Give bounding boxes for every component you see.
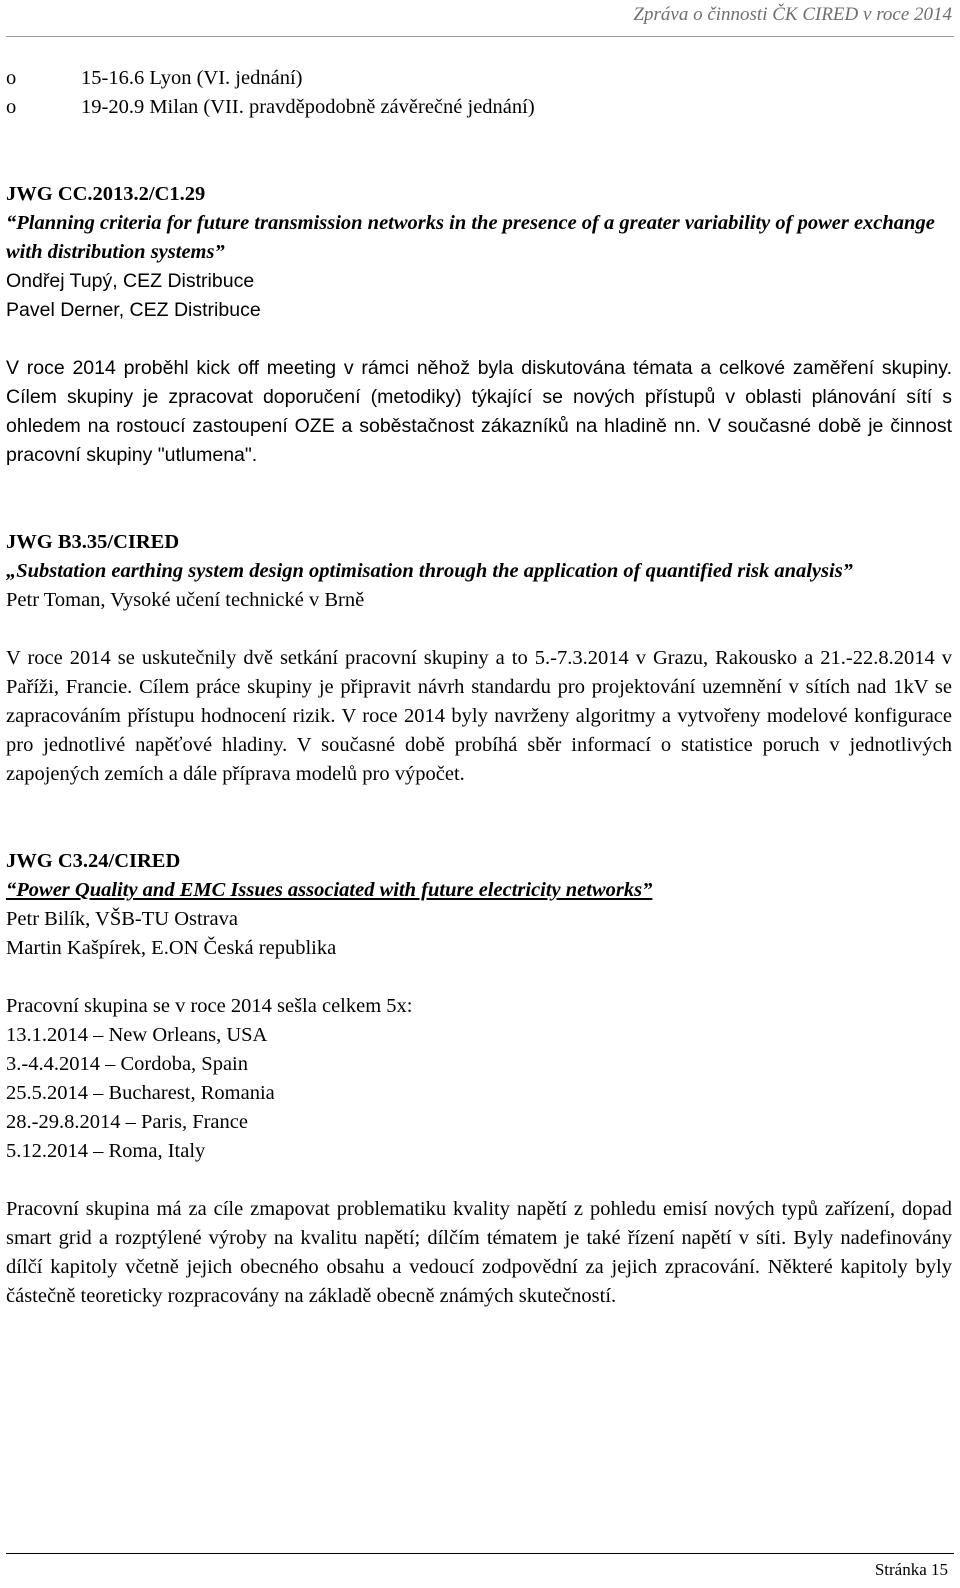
- list-item: 25.5.2014 – Bucharest, Romania: [6, 1082, 275, 1104]
- list-item: 28.-29.8.2014 – Paris, France: [6, 1111, 248, 1133]
- bullet-mark: o: [6, 67, 17, 89]
- document-body: [6, 64, 952, 1311]
- author: Petr Bilík, VŠB-TU Ostrava: [6, 908, 238, 930]
- meetings-intro: Pracovní skupina se v roce 2014 sešla celkem 5x:: [6, 995, 413, 1017]
- bullet-mark: o: [6, 96, 17, 118]
- list-item: 3.-4.4.2014 – Cordoba, Spain: [6, 1053, 248, 1075]
- section-code: JWG B3.35/CIRED: [6, 531, 180, 553]
- section-body: Pracovní skupina má za cíle zmapovat problematiku kvality napětí z pohledu emisí nových typů zařízení, dopad smart grid a rozptýlené výroby na kvalitu napětí; dílčím tématem je také řízení napětí v síti. Byly nadefinovány dílčí kapitoly včetně jejich obecného obsahu a vedoucí zodpovědní za jejich zpracování. Některé kapitoly byly částečně teoreticky rozpracovány na základě obecně známých skutečností.: [6, 1198, 952, 1307]
- list-item: [6, 64, 952, 93]
- list-item-text: 15-16.6 Lyon (VI. jednání): [81, 67, 303, 89]
- list-item: [6, 93, 952, 122]
- author: Petr Toman, Vysoké učení technické v Brně: [6, 589, 365, 611]
- author: Ondřej Tupý, CEZ Distribuce: [6, 270, 255, 292]
- section-code: JWG C3.24/CIRED: [6, 850, 181, 872]
- list-item-text: 19-20.9 Milan (VII. pravděpodobně závěrečné jednání): [81, 96, 535, 118]
- list-item: 5.12.2014 – Roma, Italy: [6, 1140, 206, 1162]
- page-number: Stránka 15: [874, 1560, 948, 1579]
- section-code: JWG CC.2013.2/C1.29: [6, 183, 206, 205]
- section-title: “Power Quality and EMC Issues associated with future electricity networks”: [6, 879, 653, 901]
- header-divider: [6, 36, 954, 37]
- section-title: „Substation earthing system design optimisation through the application of quantified risk analysis”: [6, 560, 853, 582]
- author: Pavel Derner, CEZ Distribuce: [6, 299, 261, 321]
- header-title: Zpráva o činnosti ČK CIRED v roce 2014: [633, 4, 952, 25]
- footer-divider: [6, 1553, 954, 1554]
- section-body: V roce 2014 proběhl kick off meeting v rámci něhož byla diskutována témata a celkové zaměření skupiny. Cílem skupiny je zpracovat doporučení (metodiky) týkající se nových přístupů v oblasti plánování sítí s ohledem na rostoucí zastoupení OZE a soběstačnost zákazníků na hladině nn. V současné době je činnost pracovní skupiny "utlumena".: [6, 357, 952, 466]
- section-body: V roce 2014 se uskutečnily dvě setkání pracovní skupiny a to 5.-7.3.2014 v Grazu, Rakousko a 21.-22.8.2014 v Paříži, Francie. Cílem práce skupiny je připravit návrh standardu pro projektování uzemnění v sítích nad 1kV se zapracováním přístupu hodnocení rizik. V roce 2014 byly navrženy algoritmy a vytvořeny modelové konfigurace pro jednotlivé napěťové hladiny. V současné době probíhá sběr informací o statistice poruch v jednotlivých zapojených zemích a dále příprava modelů pro výpočet.: [6, 647, 952, 785]
- section-title: “Planning criteria for future transmission networks in the presence of a greater variability of power exchange with distribution systems”: [6, 212, 935, 263]
- author: Martin Kašpírek, E.ON Česká republika: [6, 937, 337, 959]
- list-item: 13.1.2014 – New Orleans, USA: [6, 1024, 268, 1046]
